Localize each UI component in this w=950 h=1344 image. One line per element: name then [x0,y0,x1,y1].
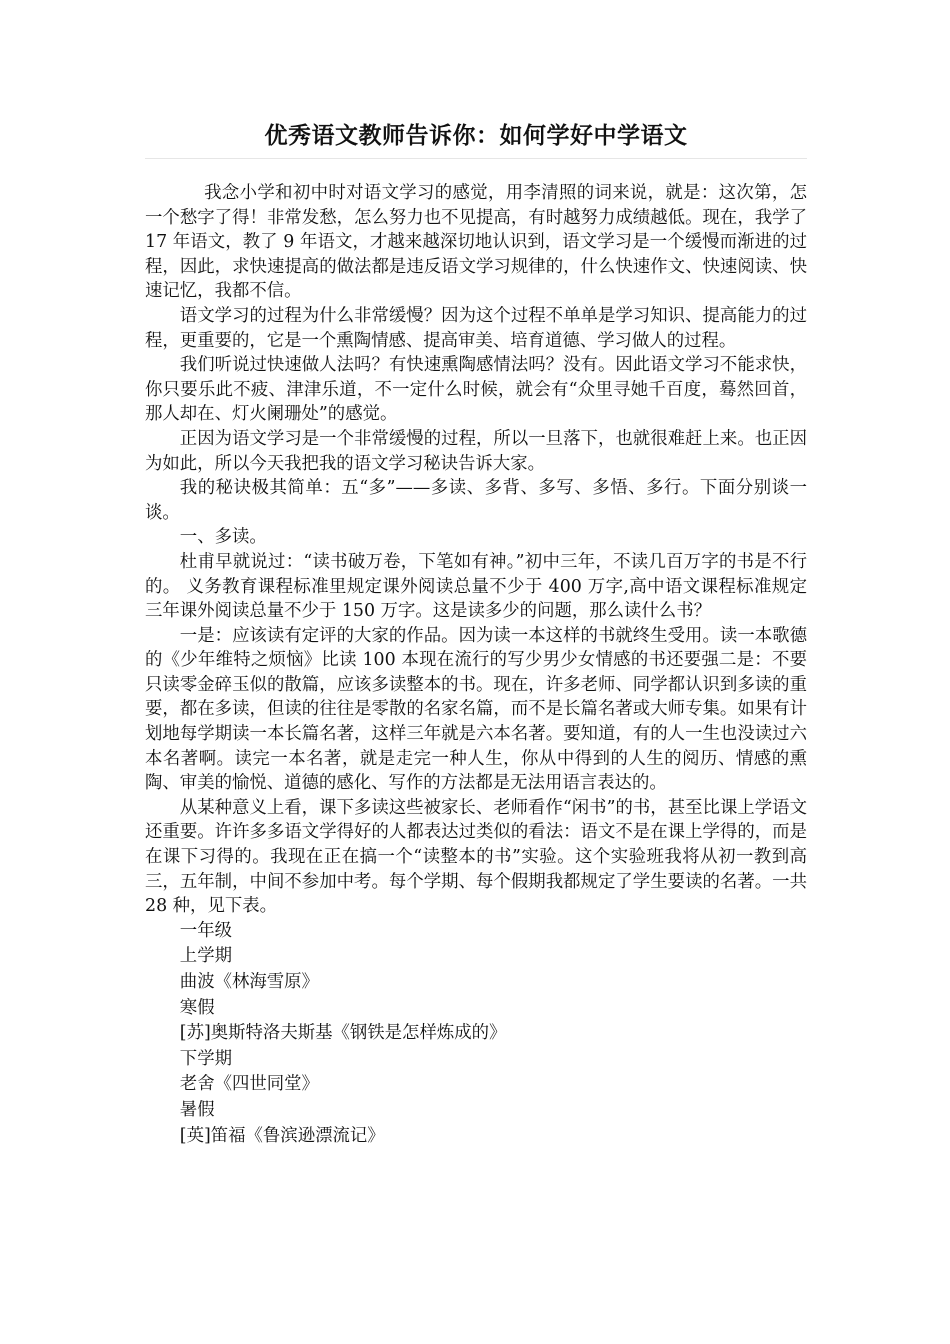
paragraph: 正因为语文学习是一个非常缓慢的过程，所以一旦落下，也就很难赶上来。也正因为如此，所以今天我把我的语文学习秘诀告诉大家。 [145,428,807,474]
paragraph: 杜甫早就说过：“读书破万卷，下笔如有神。”初中三年，不读几百万字的书是不行的。 义务教育课程标准里规定课外阅读总量不少于 400 万字,高中语文课程标准规定三年课外阅读总量不少于 150 万字。这是读多少的问题，那么读什么书？ [145,551,807,622]
paragraph: 我念小学和初中时对语文学习的感觉，用李清照的词来说，就是：这次第，怎一个愁字了得！非常发愁，怎么努力也不见提高，有时越努力成绩越低。现在，我学了 17 年语文，教了 9 年语文，才越来越深切地认识到，语文学习是一个缓慢而渐进的过程，因此，求快速提高的做法都是违反语文学习规律的，什么快速作文、快速阅读、快速记忆，我都不信。 [145,183,807,302]
paragraph: 语文学习的过程为什么非常缓慢？因为这个过程不单单是学习知识、提高能力的过程，更重要的，它是一个熏陶情感、提高审美、培育道德、学习做人的过程。 [145,305,807,351]
paragraph: 从某种意义上看，课下多读这些被家长、老师看作“闲书”的书，甚至比课上学语文还重要。许许多多语文学得好的人都表达过类似的看法：语文不是在课上学得的，而是在课下习得的。我现在正在搞一个“读整本的书”实验。这个实验班我将从初一教到高三，五年制，中间不参加中考。每个学期、每个假期我都规定了学生要读的名著。一共 28 种，见下表。 [145,797,807,917]
document-title: 优秀语文教师告诉你：如何学好中学语文 [264,123,688,149]
paragraph: 我们听说过快速做人法吗？有快速熏陶感情法吗？没有。因此语文学习不能求快，你只要乐此不疲、津津乐道，不一定什么时候，就会有“众里寻她千百度，蓦然回首，那人却在、灯火阑珊处”的感觉。 [145,355,807,425]
reading-list-item: 上学期 [179,946,232,967]
reading-list-item: 曲波《林海雪原》 [179,972,319,992]
reading-list [145,919,807,1149]
reading-list-item: 寒假 [179,997,215,1018]
paragraph: 我的秘诀极其简单：五“多”——多读、多背、多写、多悟、多行。下面分别谈一谈。 [145,478,807,523]
title-divider [145,158,807,159]
reading-list-item: 下学期 [179,1048,232,1069]
reading-list-item: [苏]奥斯特洛夫斯基《钢铁是怎样炼成的》 [179,1023,507,1044]
reading-list-item: 一年级 [179,920,232,941]
section-heading: 一、多读。 [179,527,267,548]
reading-list-item: [英]笛福《鲁滨逊漂流记》 [179,1125,385,1146]
paragraph: 一是：应该读有定评的大家的作品。因为读一本这样的书就终生受用。读一本歌德的《少年维特之烦恼》比读 100 本现在流行的写少男少女情感的书还要强二是：不要只读零金碎玉似的散篇，应该多读整本的书。现在，许多老师、同学都认识到多读的重要，都在多读，但读的往往是零散的名家名篇，而不是长篇名著或大师专集。如果有计划地每学期读一本长篇名著，这样三年就是六本名著。要知道，有的人一生也没读过六本名著啊。读完一本名著，就是走完一种人生，你从中得到的人生的阅历、情感的熏陶、审美的愉悦、道德的感化、写作的方法都是无法用语言表达的。 [145,625,807,794]
reading-list-item: 暑假 [179,1099,215,1120]
reading-list-item: 老舍《四世同堂》 [179,1074,319,1095]
document-body [145,181,807,1149]
